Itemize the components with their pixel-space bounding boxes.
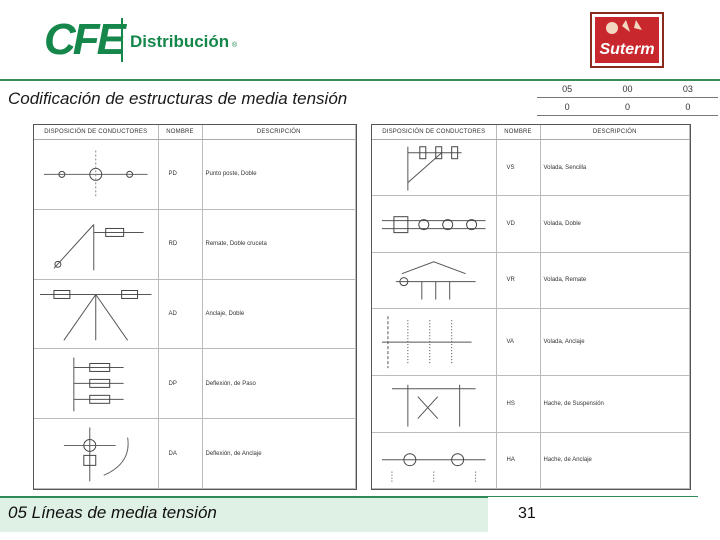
svg-text:Distribución: Distribución (130, 32, 230, 51)
structure-code: VR (496, 252, 540, 308)
structure-code: RD (158, 209, 202, 279)
table-row (34, 209, 356, 279)
footer-divider (488, 496, 698, 497)
table-row (372, 432, 690, 488)
code-cell: 0 (597, 98, 657, 116)
svg-text:Suterm: Suterm (599, 41, 655, 58)
structure-description: Remate, Doble cruceta (202, 209, 356, 279)
structure-description: Hache, de Anclaje (540, 432, 690, 488)
header-nombre: NOMBRE (158, 125, 202, 140)
cfe-distribucion-logo (44, 14, 254, 66)
header-descripcion: DESCRIPCIÓN (540, 125, 690, 140)
structure-diagram-va (372, 308, 496, 375)
svg-text:®: ® (232, 42, 238, 49)
structure-code: HA (496, 432, 540, 488)
code-cell: 0 (658, 98, 718, 116)
suterm-logo (590, 12, 664, 68)
header-disposicion: DISPOSICIÓN DE CONDUCTORES (372, 125, 496, 140)
footer-section-title: 05 Líneas de media tensión (8, 503, 217, 522)
structure-diagram-vd (372, 196, 496, 252)
structure-diagram-ad (34, 279, 158, 349)
header-nombre: NOMBRE (496, 125, 540, 140)
structure-description: Hache, de Suspensión (540, 376, 690, 432)
table-row (34, 419, 356, 489)
table-header-row (372, 125, 690, 140)
left-structures-table (33, 124, 357, 490)
table-row (34, 349, 356, 419)
table-row (372, 252, 690, 308)
structure-description: Volada, Sencilla (540, 140, 690, 196)
table-row (372, 308, 690, 375)
page-title: Codificación de estructuras de media tensión (8, 89, 348, 108)
structure-description: Deflexión, de Paso (202, 349, 356, 419)
structure-diagram-hs (372, 376, 496, 432)
structure-description: Anclaje, Doble (202, 279, 356, 349)
right-structures-table (371, 124, 691, 490)
structure-description: Deflexión, de Anclaje (202, 419, 356, 489)
structure-code: VA (496, 308, 540, 375)
header-descripcion: DESCRIPCIÓN (202, 125, 356, 140)
svg-text:CFE: CFE (44, 15, 123, 64)
codes-table (537, 80, 718, 116)
structure-code: PD (158, 140, 202, 210)
structure-code: DA (158, 419, 202, 489)
structure-description: Volada, Remate (540, 252, 690, 308)
structure-code: VD (496, 196, 540, 252)
structure-description: Volada, Doble (540, 196, 690, 252)
code-cell: 05 (537, 80, 597, 98)
structure-diagram-vs (372, 140, 496, 196)
code-cell: 0 (537, 98, 597, 116)
table-row (372, 140, 690, 196)
structure-diagram-da (34, 419, 158, 489)
structure-code: HS (496, 376, 540, 432)
structure-code: VS (496, 140, 540, 196)
table-row (34, 140, 356, 210)
table-row (372, 376, 690, 432)
structure-description: Volada, Anclaje (540, 308, 690, 375)
code-cell: 00 (597, 80, 657, 98)
structure-diagram-ha (372, 432, 496, 488)
structure-diagram-rd (34, 209, 158, 279)
table-header-row (34, 125, 356, 140)
structure-diagram-pd (34, 140, 158, 210)
structure-code: DP (158, 349, 202, 419)
table-row (372, 196, 690, 252)
header-disposicion: DISPOSICIÓN DE CONDUCTORES (34, 125, 158, 140)
structure-description: Punto poste, Doble (202, 140, 356, 210)
structure-diagram-vr (372, 252, 496, 308)
table-row (34, 279, 356, 349)
codes-row (537, 80, 718, 98)
page-number: 31 (518, 505, 536, 522)
code-cell: 03 (658, 80, 718, 98)
codes-row (537, 98, 718, 116)
structure-diagram-dp (34, 349, 158, 419)
structure-code: AD (158, 279, 202, 349)
